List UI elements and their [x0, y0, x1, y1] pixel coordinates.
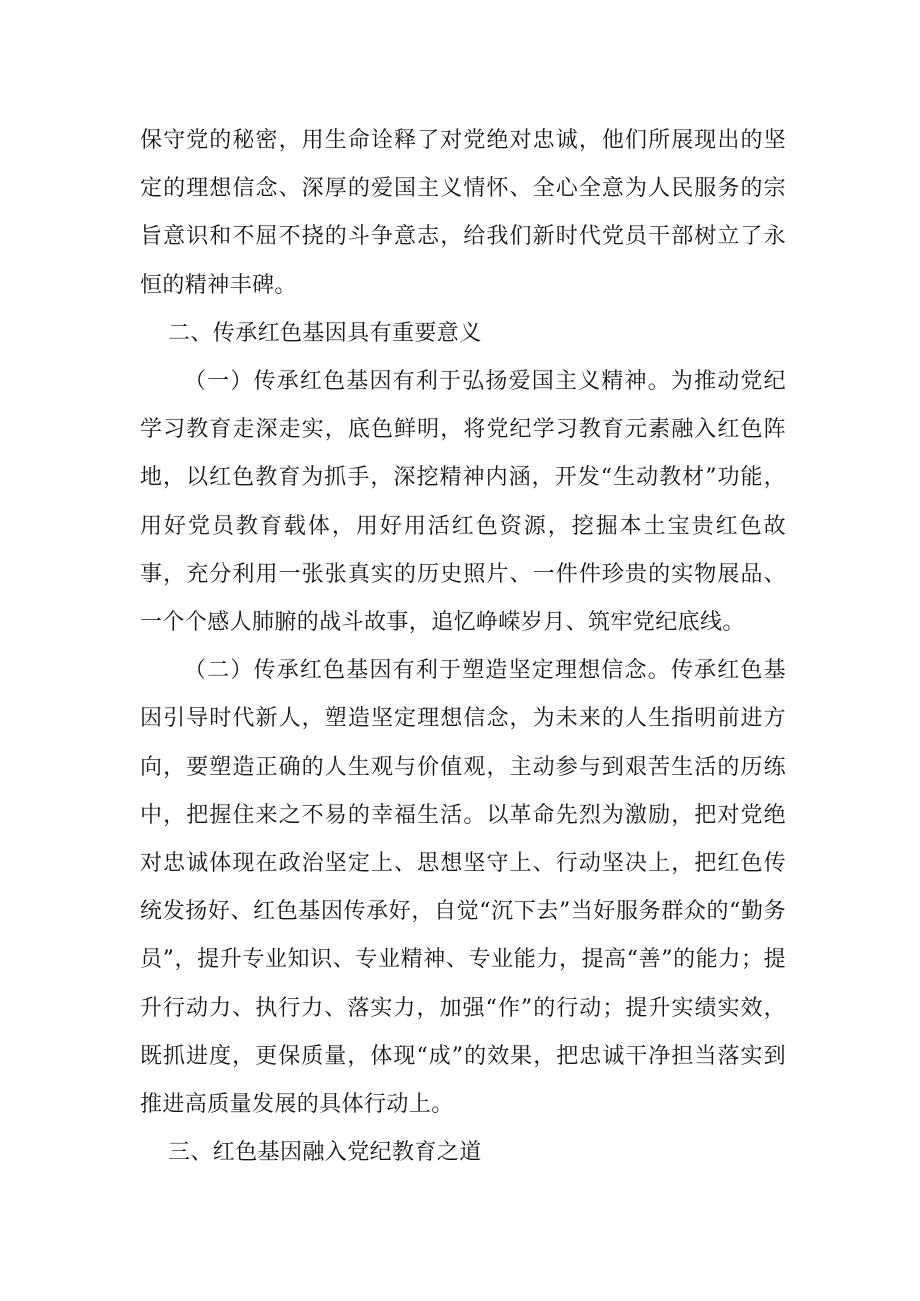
section-heading-3: 三、红色基因融入党纪教育之道	[168, 1140, 482, 1166]
section-heading-2: 二、传承红色基因具有重要意义	[168, 320, 482, 346]
paragraph-continuation: 保守党的秘密，用生命诠释了对党绝对忠诚，他们所展现出的坚定的理想信念、深厚的爱国主义情怀、全心全意为人民服务的宗旨意识和不屈不挠的斗争意志，给我们新时代党员干部树立了永恒的精神丰碑。	[140, 128, 786, 298]
document-body	[140, 117, 786, 1177]
paragraph-subsection-1: （一）传承红色基因有利于弘扬爱国主义精神。为推动党纪学习教育走深走实，底色鲜明，将党纪学习教育元素融入红色阵地，以红色教育为抓手，深挖精神内涵，开发“生动教材”功能，用好党员教育载体，用好用活红色资源，挖掘本土宝贵红色故事，充分利用一张张真实的历史照片、一件件珍贵的实物展品、一个个感人肺腑的战斗故事，追忆峥嵘岁月、筑牢党纪底线。	[140, 369, 786, 636]
paragraph-subsection-2: （二）传承红色基因有利于塑造坚定理想信念。传承红色基因引导时代新人，塑造坚定理想信念，为未来的人生指明前进方向，要塑造正确的人生观与价值观，主动参与到艰苦生活的历练中，把握住来之不易的幸福生活。以革命先烈为激励，把对党绝对忠诚体现在政治坚定上、思想坚守上、行动坚决上，把红色传统发扬好、红色基因传承好，自觉“沉下去”当好服务群众的“勤务员”，提升专业知识、专业精神、专业能力，提高“善”的能力；提升行动力、执行力、落实力，加强“作”的行动；提升实绩实效，既抓进度，更保质量，体现“成”的效果，把忠诚干净担当落实到推进高质量发展的具体行动上。	[140, 658, 786, 1118]
